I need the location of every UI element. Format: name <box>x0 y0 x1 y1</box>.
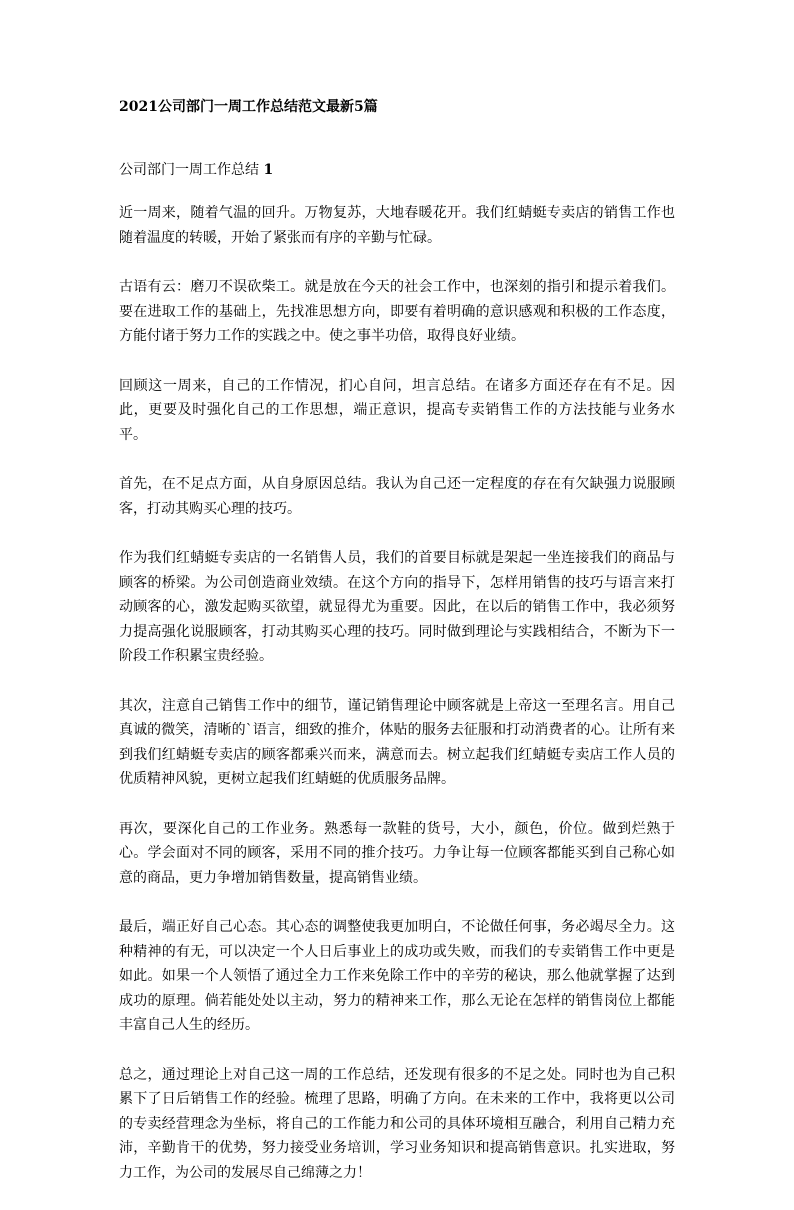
section-heading-number: 1 <box>263 162 274 178</box>
paragraph: 古语有云：磨刀不误砍柴工。就是放在今天的社会工作中，也深刻的指引和提示着我们。要在进取工作的基础上，先找准思想方向，即要有着明确的意识感观和积极的工作态度，方能付诸于努力工作的实践之中。使之事半功倍，取得良好业绩。 <box>119 279 675 344</box>
document-body <box>119 201 675 1210</box>
paragraph: 作为我们红蜻蜓专卖店的一名销售人员，我们的首要目标就是架起一坐连接我们的商品与顾客的桥梁。为公司创造商业效绩。在这个方向的指导下，怎样用销售的技巧与语言来打动顾客的心，激发起购买欲望，就显得尤为重要。因此，在以后的销售工作中，我必须努力提高强化说服顾客，打动其购买心理的技巧。同时做到理论与实践相结合，不断为下一阶段工作积累宝贵经验。 <box>119 550 675 664</box>
paragraph: 总之，通过理论上对自己这一周的工作总结，还发现有很多的不足之处。同时也为自己积累下了日后销售工作的经验。梳理了思路，明确了方向。在未来的工作中，我将更以公司的专卖经营理念为坐标，将自己的工作能力和公司的具体环境相互融合，利用自己精力充沛，辛勤肯干的优势，努力接受业务培训，学习业务知识和提高销售意识。扎实进取，努力工作，为公司的发展尽自己绵薄之力！ <box>119 1066 675 1181</box>
paragraph: 再次，要深化自己的工作业务。熟悉每一款鞋的货号，大小，颜色，价位。做到烂熟于心。学会面对不同的顾客，采用不同的推介技巧。力争让每一位顾客都能买到自己称心如意的商品，更力争增加销售数量，提高销售业绩。 <box>119 820 675 886</box>
paragraph: 近一周来，随着气温的回升。万物复苏，大地春暖花开。我们红蜻蜓专卖店的销售工作也随着温度的转暖，开始了紧张而有序的辛勤与忙碌。 <box>119 205 675 246</box>
section-heading-text: 公司部门一周工作总结 <box>119 162 259 178</box>
paragraph: 其次，注意自己销售工作中的细节，谨记销售理论中顾客就是上帝这一至理名言。用自己真诚的微笑，清晰的`语言，细致的推介，体贴的服务去征服和打动消费者的心。让所有来到我们红蜻蜓专卖店的顾客都乘兴而来，满意而去。树立起我们红蜻蜓专卖店工作人员的优质精神风貌，更树立起我们红蜻蜓的优质服务品牌。 <box>119 697 675 787</box>
paragraph: 最后，端正好自己心态。其心态的调整使我更加明白，不论做任何事，务必竭尽全力。这种精神的有无，可以决定一个人日后事业上的成功或失败，而我们的专卖销售工作中更是如此。如果一个人领悟了通过全力工作来免除工作中的辛劳的秘诀，那么他就掌握了达到成功的原理。倘若能处处以主动，努力的精神来工作，那么无论在怎样的销售岗位上都能丰富自己人生的经历。 <box>119 919 675 1033</box>
paragraph: 回顾这一周来，自己的工作情况，扪心自问，坦言总结。在诸多方面还存在有不足。因此，更要及时强化自己的工作思想，端正意识，提高专卖销售工作的方法技能与业务水平。 <box>119 377 675 443</box>
document-title: 2021公司部门一周工作总结范文最新5篇 <box>119 99 378 115</box>
paragraph: 首先，在不足点方面，从自身原因总结。我认为自己还一定程度的存在有欠缺强力说服顾客，打动其购买心理的技巧。 <box>119 476 675 517</box>
section-heading <box>119 161 273 179</box>
